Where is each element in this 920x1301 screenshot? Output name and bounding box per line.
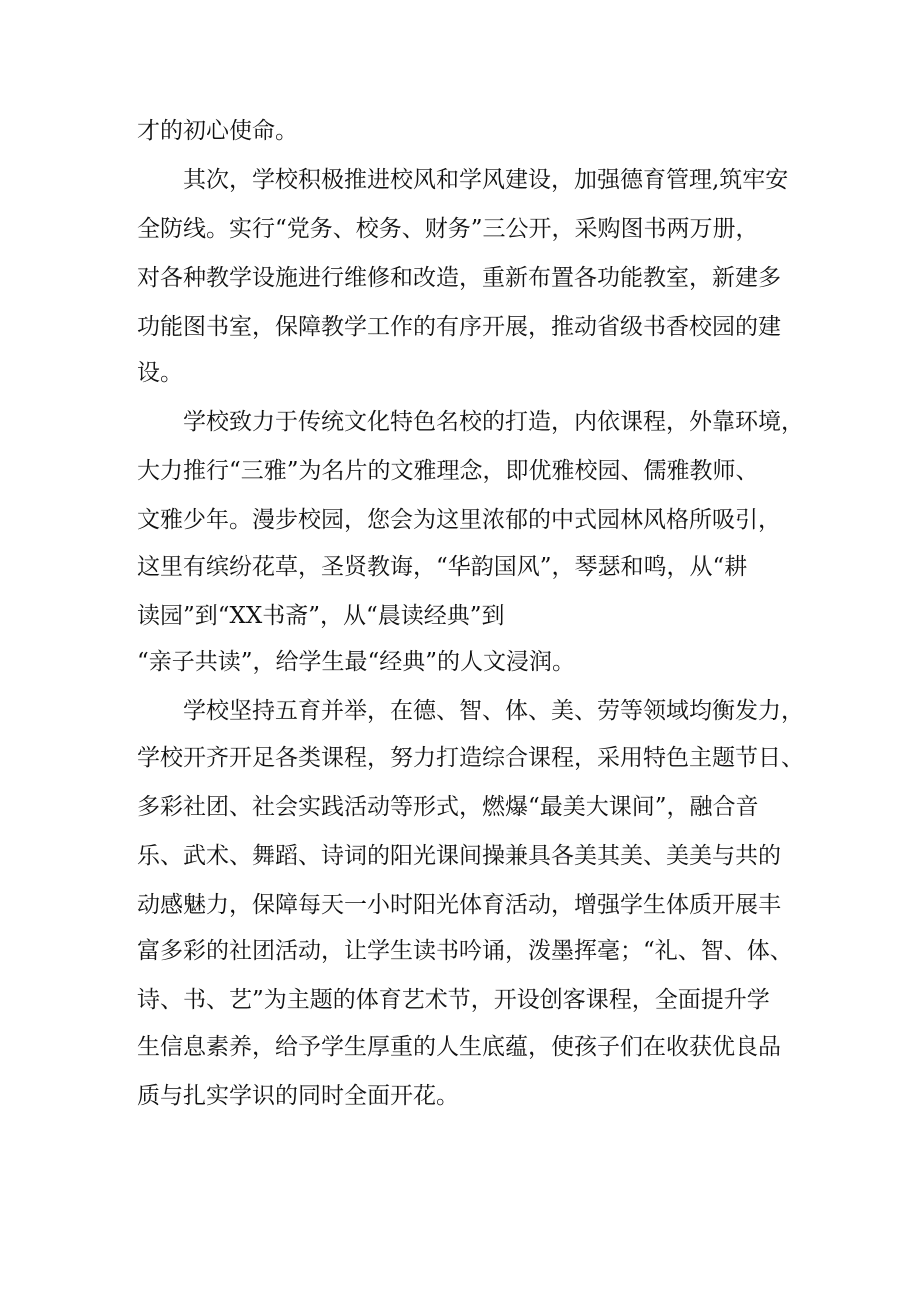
paragraph-line: 才的初心使命。	[137, 118, 298, 144]
paragraph-line: 富多彩的社团活动，让学生读书吟诵，泼墨挥毫；“礼、智、体、	[137, 938, 793, 964]
paragraph-line: 学校坚持五育并举，在德、智、体、美、劳等领域均衡发力，	[183, 698, 804, 724]
paragraph-line: 设。	[137, 360, 183, 386]
paragraph-line: 质与扎实学识的同时全面开花。	[137, 1083, 459, 1109]
paragraph-line: 对各种教学设施进行维修和改造，重新布置各功能教室，新建多	[137, 265, 781, 291]
paragraph-line: 大力推行“三雅”为名片的文雅理念，即优雅校园、儒雅教师、	[137, 458, 759, 484]
paragraph-line: 诗、书、艺”为主题的体育艺术节，开设创客课程，全面提升学	[137, 987, 770, 1013]
paragraph-line: 乐、武术、舞蹈、诗词的阳光课间操兼具各美其美、美美与共的	[137, 843, 781, 869]
paragraph-line: 动感魅力，保障每天一小时阳光体育活动，增强学生体质开展丰	[137, 892, 781, 918]
paragraph-line: 功能图书室，保障教学工作的有序开展，推动省级书香校园的建	[137, 314, 781, 340]
paragraph-line: 其次，学校积极推进校风和学风建设，加强德育管理,筑牢安	[183, 167, 789, 193]
paragraph-line: “亲子共读”，给学生最“经典”的人文浸润。	[137, 649, 576, 675]
paragraph-line: 生信息素养，给予学生厚重的人生底蕴，使孩子们在收获优良品	[137, 1034, 781, 1060]
paragraph-line: 多彩社团、社会实践活动等形式，燃爆“最美大课间”，融合音	[137, 794, 759, 820]
paragraph-line: 全防线。实行“党务、校务、财务”三公开，采购图书两万册，	[137, 216, 759, 242]
paragraph-line: 读园”到“XX书斋”，从“晨读经典”到	[137, 603, 505, 629]
paragraph-line: 文雅少年。漫步校园，您会为这里浓郁的中式园林风格所吸引，	[137, 507, 781, 533]
paragraph-line: 学校开齐开足各类课程，努力打造综合课程，采用特色主题节日、	[137, 745, 804, 771]
paragraph-line: 学校致力于传统文化特色名校的打造，内依课程，外靠环境，	[183, 409, 804, 435]
paragraph-line: 这里有缤纷花草，圣贤教诲，“华韵国风”，琴瑟和鸣，从“耕	[137, 554, 748, 580]
